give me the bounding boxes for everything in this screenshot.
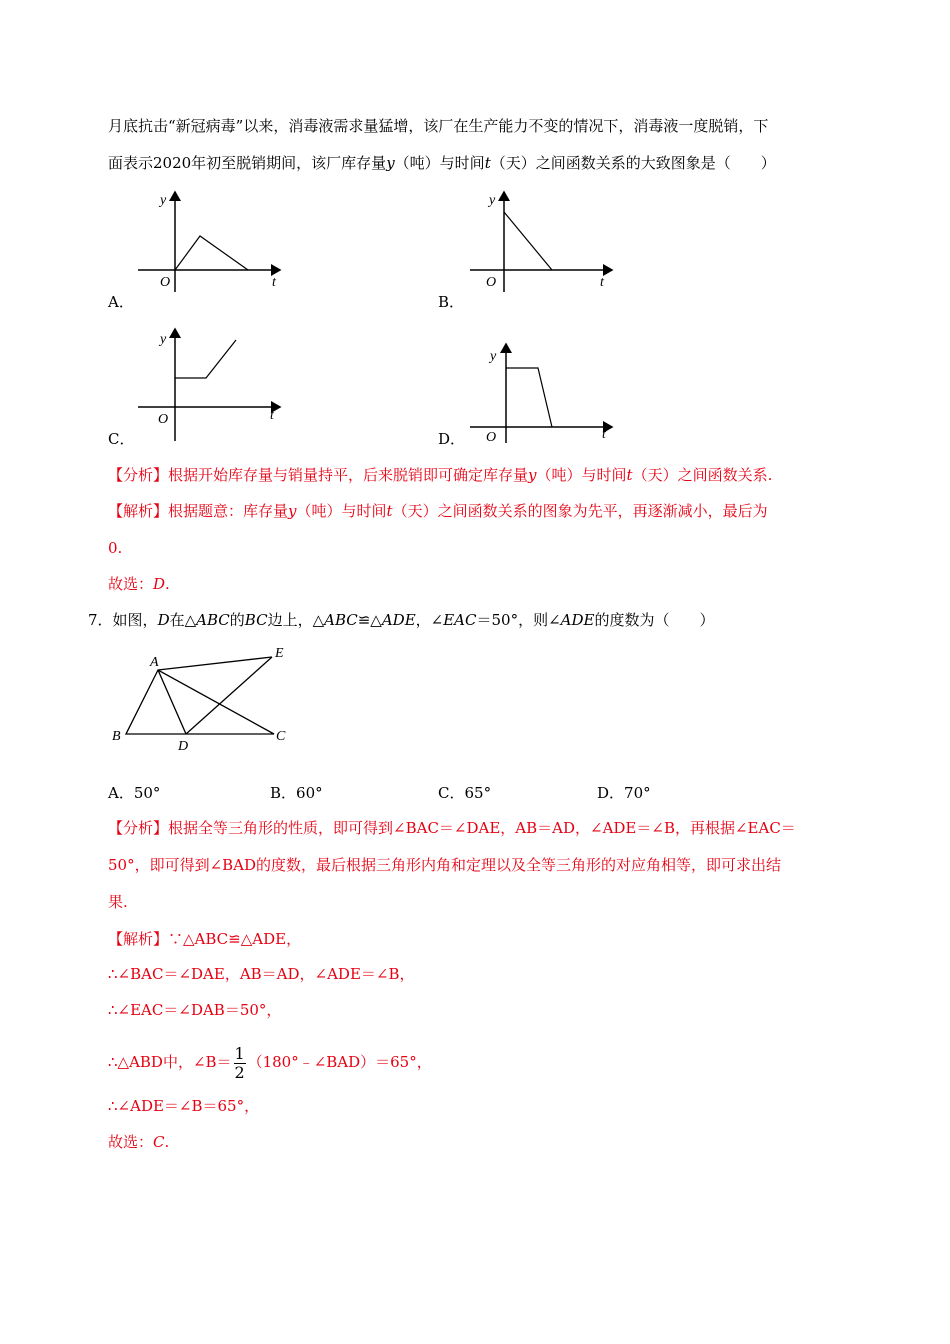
option-d-graph	[462, 340, 622, 444]
q7-answer: 故选：C.	[108, 1133, 170, 1151]
point-b-label: B	[112, 729, 121, 744]
option-b-label: B．	[438, 293, 465, 311]
y-axis-label: y	[489, 193, 496, 208]
y-axis-label: y	[160, 193, 167, 208]
q7-choice-d: D．70°	[597, 784, 651, 802]
q7-choice-c: C．65°	[438, 784, 492, 802]
q7-solution-line5: ∴∠ADE＝∠B＝65°，	[108, 1097, 260, 1115]
point-e-label: E	[275, 646, 284, 661]
origin-label: O	[486, 430, 497, 444]
y-axis-label: y	[490, 349, 497, 364]
option-c-graph	[130, 325, 290, 443]
q6-solution-cont: 0.	[108, 539, 123, 557]
q7-stem: 7．如图，D在△ABC的BC边上，△ABC≌△ADE，∠EAC＝50°，则∠ADE的度数为（ ）	[88, 611, 715, 629]
point-d-label: D	[178, 739, 189, 754]
q7-choice-a: A．50°	[108, 784, 161, 802]
t-axis-label: t	[270, 408, 274, 423]
q6-stem-line1: 月底抗击“新冠病毒”以来，消毒液需求量猛增，该厂在生产能力不变的情况下，消毒液一度脱销，下	[108, 117, 769, 135]
option-d-label: D．	[438, 430, 466, 448]
option-b-graph	[462, 188, 622, 293]
triangle-figure	[106, 640, 306, 755]
q7-solution-line1: 【解析】∵△ABC≌△ADE，	[108, 930, 302, 948]
fraction: $\frac{1}{2}$	[234, 1043, 245, 1082]
option-a-label: A．	[108, 293, 134, 311]
option-a-graph	[130, 188, 290, 293]
q7-choice-b: B．60°	[270, 784, 323, 802]
q7-solution-line3: ∴∠EAC＝∠DAB＝50°，	[108, 1001, 282, 1019]
q7-analysis-line1: 【分析】根据全等三角形的性质，即可得到∠BAC＝∠DAE，AB＝AD，∠ADE＝∠B，再根据∠EAC＝	[108, 819, 796, 837]
option-c-label: C．	[108, 430, 135, 448]
t-axis-label: t	[602, 427, 606, 442]
origin-label: O	[160, 275, 171, 290]
origin-label: O	[158, 412, 169, 427]
q7-solution-line2: ∴∠BAC＝∠DAE，AB＝AD，∠ADE＝∠B，	[108, 965, 415, 983]
q7-solution-line4: ∴△ABD中，∠B＝ $\frac{1}{2}$ （180°﹣∠BAD）＝65°，	[108, 1043, 432, 1082]
point-a-label: A	[150, 655, 159, 670]
y-axis-label: y	[160, 332, 167, 347]
t-axis-label: t	[600, 275, 604, 290]
q7-analysis-line3: 果.	[108, 893, 128, 911]
q6-solution: 【解析】根据题意：库存量y（吨）与时间t（天）之间函数关系的图象为先平，再逐渐减小，最后为	[108, 502, 768, 520]
q6-analysis: 【分析】根据开始库存量与销量持平，后来脱销即可确定库存量y（吨）与时间t（天）之间函数关系.	[108, 466, 773, 484]
q6-stem-line2: 面表示2020年初至脱销期间，该厂库存量y（吨）与时间t（天）之间函数关系的大致图象是（ ）	[108, 154, 776, 172]
origin-label: O	[486, 275, 497, 290]
point-c-label: C	[276, 729, 286, 744]
q7-analysis-line2: 50°，即可得到∠BAD的度数，最后根据三角形内角和定理以及全等三角形的对应角相等，即可求出结	[108, 856, 782, 874]
t-axis-label: t	[272, 275, 276, 290]
q6-answer: 故选：D.	[108, 575, 170, 593]
